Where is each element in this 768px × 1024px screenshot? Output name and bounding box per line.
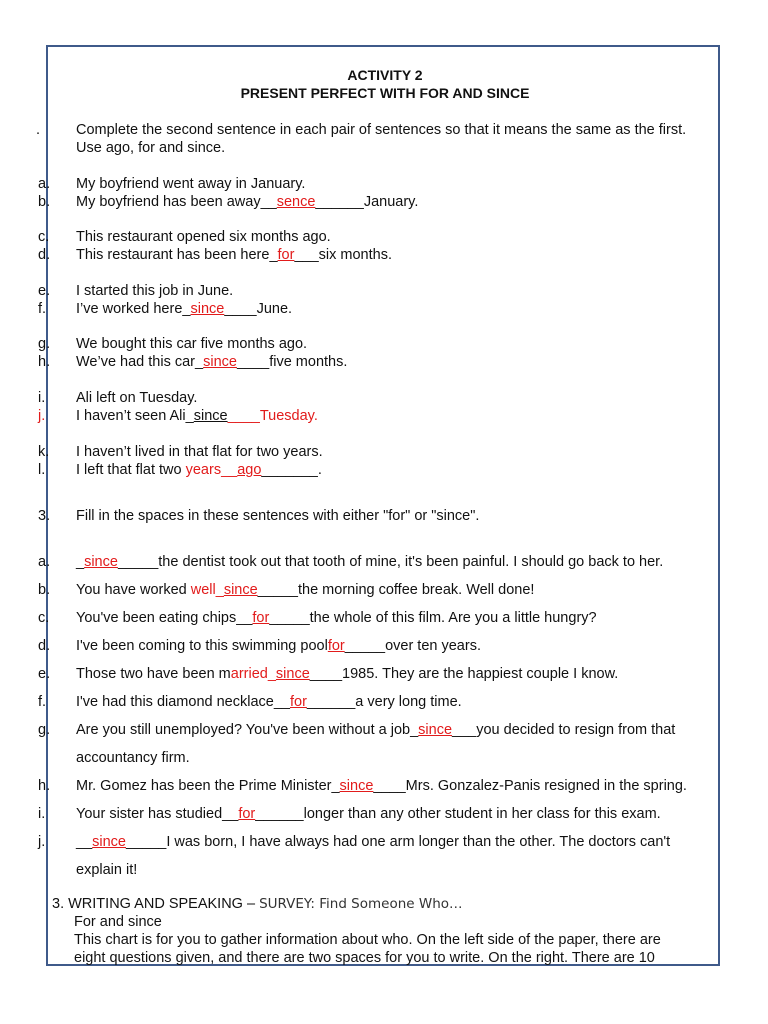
item-marker: e. bbox=[38, 283, 51, 299]
answer-text[interactable]: since bbox=[203, 354, 237, 370]
exercise-item-k bbox=[38, 443, 323, 461]
survey-title: SURVEY: Find Someone Who… bbox=[259, 896, 463, 912]
item-text: I've been coming to this swimming pool bbox=[76, 638, 328, 654]
item-text: the whole of this film. Are you a little hungry? bbox=[309, 610, 597, 626]
paragraph-text: eight questions given, and there are two spaces for you to write. On the right. There are 10 bbox=[74, 950, 655, 966]
fill-item-j bbox=[38, 833, 671, 851]
exercise-item-e bbox=[38, 282, 234, 300]
blank-line: ___ bbox=[452, 722, 477, 738]
answer-text[interactable]: ago bbox=[237, 462, 262, 478]
item-marker: i. bbox=[38, 806, 46, 822]
blank-line: ____ bbox=[236, 354, 270, 370]
item-text: January. bbox=[363, 194, 419, 210]
answer-text[interactable]: since bbox=[193, 408, 228, 424]
item-text: You've been eating chips bbox=[76, 610, 237, 626]
item-text: My boyfriend has been away bbox=[76, 194, 261, 210]
section2-marker: 3. bbox=[38, 508, 51, 524]
exercise-item-a bbox=[38, 175, 306, 193]
blank-line: __ bbox=[76, 834, 93, 850]
item-text: explain it! bbox=[76, 862, 138, 878]
blank-line: __ bbox=[221, 462, 238, 478]
blank-line: _ bbox=[185, 408, 194, 424]
blank-line: _____ bbox=[269, 610, 310, 626]
item-marker: d. bbox=[38, 638, 51, 654]
blank-line: __ bbox=[236, 610, 253, 626]
section2-instruction bbox=[38, 507, 480, 525]
fill-item-h bbox=[38, 777, 687, 795]
item-text: . bbox=[317, 462, 322, 478]
blank-line: ____ bbox=[227, 408, 260, 424]
item-marker: g. bbox=[38, 722, 51, 738]
item-marker: b. bbox=[38, 582, 51, 598]
blank-line: _____ bbox=[117, 554, 159, 570]
blank-line: _ bbox=[267, 666, 276, 682]
blank-line: __ bbox=[273, 694, 290, 710]
item-text: six months. bbox=[318, 247, 392, 263]
answer-text[interactable]: arried bbox=[230, 666, 268, 682]
item-text: over ten years. bbox=[385, 638, 481, 654]
answer-text[interactable]: well bbox=[190, 582, 216, 598]
paragraph-text: This chart is for you to gather information about who. On the left side of the paper, there are bbox=[74, 932, 661, 948]
fill-item-j-continued bbox=[76, 861, 137, 879]
item-text: June. bbox=[256, 301, 293, 317]
item-marker: j. bbox=[38, 834, 46, 850]
instruction-line-2: Use ago, for and since. bbox=[76, 140, 226, 156]
fill-item-b bbox=[38, 581, 535, 599]
blank-line: _____ bbox=[344, 638, 386, 654]
answer-text[interactable]: years bbox=[185, 462, 222, 478]
item-text: Mr. Gomez has been the Prime Minister bbox=[76, 778, 332, 794]
item-text: I haven’t lived in that flat for two years. bbox=[76, 444, 323, 460]
section3-line-3 bbox=[74, 949, 655, 967]
item-text: I started this job in June. bbox=[76, 283, 234, 299]
item-marker: f. bbox=[38, 694, 47, 710]
blank-line: ___ bbox=[294, 247, 319, 263]
section3-heading bbox=[52, 895, 463, 913]
item-text: I've had this diamond necklace bbox=[76, 694, 274, 710]
exercise-item-i bbox=[38, 389, 198, 407]
activity-subtitle: PRESENT PERFECT WITH FOR AND SINCE bbox=[240, 85, 530, 101]
item-text: I haven’t seen Ali bbox=[76, 408, 186, 424]
exercise-item-b bbox=[38, 193, 419, 211]
heading-dash: – bbox=[242, 896, 260, 912]
item-text: Are you still unemployed? You've been without a job bbox=[76, 722, 411, 738]
item-text: This restaurant opened six months ago. bbox=[76, 229, 331, 245]
item-marker: j. bbox=[38, 408, 46, 424]
fill-item-g-continued bbox=[76, 749, 190, 767]
section1-instruction-2 bbox=[76, 139, 225, 157]
blank-line: _ bbox=[182, 301, 191, 317]
instruction-line-1: Complete the second sentence in each pair of sentences so that it means the same as the first. bbox=[76, 122, 687, 138]
item-marker: a. bbox=[38, 554, 51, 570]
item-marker: d. bbox=[38, 247, 51, 263]
item-text: I’ve worked here bbox=[76, 301, 183, 317]
item-text: This restaurant has been here bbox=[76, 247, 270, 263]
paragraph-text: For and since bbox=[74, 914, 162, 930]
section3-line-1 bbox=[74, 913, 162, 931]
section1-instruction bbox=[36, 121, 687, 139]
fill-item-i bbox=[38, 805, 661, 823]
item-text: Tuesday. bbox=[259, 408, 318, 424]
item-text: You have worked bbox=[76, 582, 191, 598]
item-text: My boyfriend went away in January. bbox=[76, 176, 306, 192]
item-text: you decided to resign from that bbox=[476, 722, 676, 738]
item-text: the morning coffee break. Well done! bbox=[298, 582, 535, 598]
item-text: We’ve had this car bbox=[76, 354, 196, 370]
fill-item-f bbox=[38, 693, 462, 711]
answer-text[interactable]: for bbox=[327, 638, 345, 654]
blank-line: _ bbox=[195, 354, 204, 370]
item-text: the dentist took out that tooth of mine, it's been painful. I should go back to her. bbox=[158, 554, 664, 570]
item-text: longer than any other student in her class for this exam. bbox=[303, 806, 661, 822]
item-text: Mrs. Gonzalez-Panis resigned in the spring. bbox=[405, 778, 687, 794]
section3-line-2 bbox=[74, 931, 661, 949]
item-marker: b. bbox=[38, 194, 51, 210]
fill-item-d bbox=[38, 637, 481, 655]
item-text: five months. bbox=[269, 354, 348, 370]
section1-marker: . bbox=[36, 122, 41, 138]
answer-text[interactable]: for bbox=[289, 694, 307, 710]
answer-text[interactable]: since bbox=[418, 722, 453, 738]
exercise-item-d bbox=[38, 246, 392, 264]
answer-text[interactable]: since bbox=[223, 582, 258, 598]
fill-item-c bbox=[38, 609, 597, 627]
answer-text[interactable]: for bbox=[277, 247, 295, 263]
item-text: a very long time. bbox=[355, 694, 462, 710]
item-text: Those two have been m bbox=[76, 666, 231, 682]
fill-item-e bbox=[38, 665, 619, 683]
blank-line: _______ bbox=[261, 462, 318, 478]
answer-text[interactable]: since bbox=[190, 301, 225, 317]
activity-title: ACTIVITY 2 bbox=[347, 67, 423, 83]
blank-line: ______ bbox=[255, 806, 304, 822]
blank-line: _ bbox=[331, 778, 340, 794]
blank-line: __ bbox=[260, 194, 277, 210]
item-marker: f. bbox=[38, 301, 47, 317]
item-text: We bought this car five months ago. bbox=[76, 336, 308, 352]
item-marker: c. bbox=[38, 610, 50, 626]
blank-line: __ bbox=[222, 806, 239, 822]
item-text: I left that flat two bbox=[76, 462, 186, 478]
exercise-item-g bbox=[38, 335, 308, 353]
blank-line: _____ bbox=[257, 582, 298, 598]
answer-text[interactable]: since bbox=[92, 834, 126, 850]
item-marker: e. bbox=[38, 666, 51, 682]
item-marker: c. bbox=[38, 229, 50, 245]
item-marker: g. bbox=[38, 336, 51, 352]
exercise-item-j bbox=[38, 407, 318, 425]
item-marker: i. bbox=[38, 390, 46, 406]
item-marker: k. bbox=[38, 444, 50, 460]
fill-item-g bbox=[38, 721, 676, 739]
blank-line: _ bbox=[410, 722, 419, 738]
exercise-item-f bbox=[38, 300, 293, 318]
blank-line: _____ bbox=[126, 834, 167, 850]
item-text: Your sister has studied bbox=[76, 806, 223, 822]
answer-text[interactable]: since bbox=[275, 666, 310, 682]
item-text: 1985. They are the happiest couple I know. bbox=[342, 666, 619, 682]
item-marker: h. bbox=[38, 354, 51, 370]
item-marker: a. bbox=[38, 176, 51, 192]
blank-line: ____ bbox=[224, 301, 257, 317]
answer-text[interactable]: since bbox=[339, 778, 374, 794]
blank-line: _ bbox=[76, 554, 85, 570]
blank-line: _ bbox=[269, 247, 278, 263]
item-text: Ali left on Tuesday. bbox=[76, 390, 198, 406]
blank-line: ____ bbox=[373, 778, 406, 794]
exercise-item-c bbox=[38, 228, 331, 246]
item-marker: l. bbox=[38, 462, 46, 478]
exercise-item-l bbox=[38, 461, 322, 479]
exercise-item-h bbox=[38, 353, 348, 371]
answer-text[interactable]: sence bbox=[276, 194, 316, 210]
blank-line: ______ bbox=[306, 694, 356, 710]
item-text: I was born, I have always had one arm longer than the other. The doctors can't bbox=[166, 834, 671, 850]
blank-line: _ bbox=[215, 582, 224, 598]
section3-title: 3. WRITING AND SPEAKING bbox=[52, 896, 243, 912]
item-text: accountancy firm. bbox=[76, 750, 190, 766]
instruction-text: Fill in the spaces in these sentences with either "for" or "since". bbox=[76, 508, 480, 524]
answer-text[interactable]: for bbox=[252, 610, 270, 626]
fill-item-a bbox=[38, 553, 664, 571]
blank-line: ____ bbox=[309, 666, 343, 682]
blank-line: ______ bbox=[315, 194, 364, 210]
item-marker: h. bbox=[38, 778, 51, 794]
worksheet-frame bbox=[36, 45, 720, 966]
answer-text[interactable]: since bbox=[84, 554, 118, 570]
answer-text[interactable]: for bbox=[238, 806, 256, 822]
